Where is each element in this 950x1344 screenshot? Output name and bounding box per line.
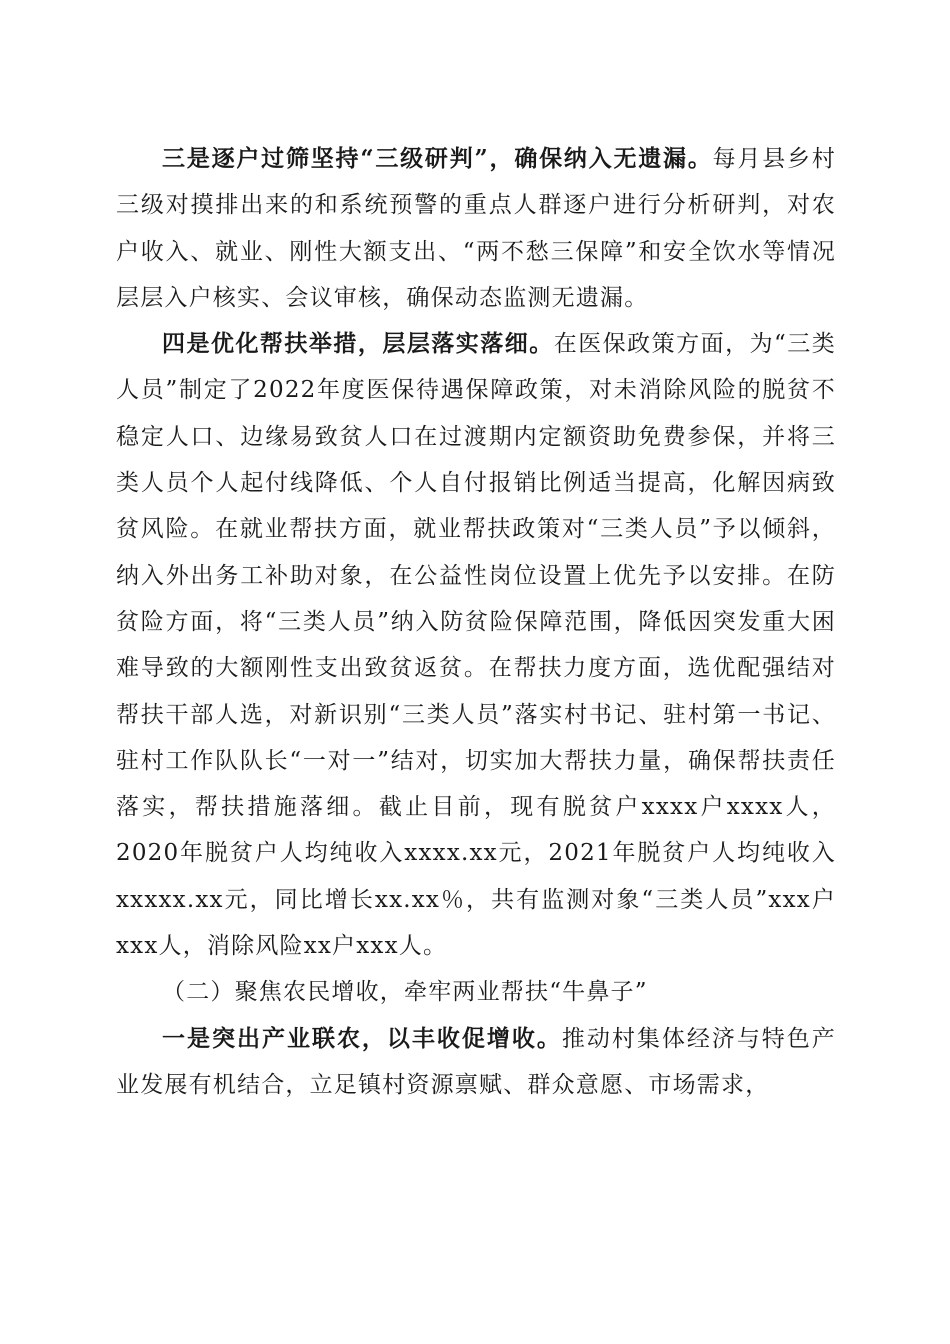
paragraph-body: 每月县乡村三级对摸排出来的和系统预警的重点人群逐户进行分析研判，对农户收入、就业、刚性大额支出、“两不愁三保障”和安全饮水等情况层层入户核实、会议审核，确保动态监测无遗漏。	[116, 146, 837, 311]
paragraph-body: 推动村集体经济与特色产业发展有机结合，立足镇村资源禀赋、群众意愿、市场需求，	[116, 1025, 836, 1098]
paragraph-industry-linkage	[116, 1016, 836, 1109]
section-heading: （二）聚焦农民增收，牵牢两业帮扶“牛鼻子”	[162, 979, 648, 1006]
paragraph-lead: 一是突出产业联农，以丰收促增收。	[162, 1024, 562, 1052]
paragraph-body: 在医保政策方面，为“三类人员”制定了2022年度医保待遇保障政策，对未消除风险的脱贫不稳定人口、边缘易致贫人口在过渡期内定额资助免费参保，并将三类人员个人起付线降低、个人自付报销比例适当提高，化解因病致贫风险。在就业帮扶方面，就业帮扶政策对“三类人员”予以倾斜，纳入外出务工补助对象，在公益性岗位设置上优先予以安排。在防贫险方面，将“三类人员”纳入防贫险保障范围，降低因突发重大困难导致的大额刚性支出致贫返贫。在帮扶力度方面，选优配强结对帮扶干部人选，对新识别“三类人员”落实村书记、驻村第一书记、驻村工作队队长“一对一”结对，切实加大帮扶力量，确保帮扶责任落实，帮扶措施落细。截止目前，现有脱贫户xxxx户xxxx人，2020年脱贫户人均纯收入xxxx.xx元，2021年脱贫户人均纯收入xxxxx.xx元，同比增长xx.xx％，共有监测对象“三类人员”xxx户xxx人，消除风险xx户xxx人。	[116, 331, 836, 960]
paragraph-lead: 三是逐户过筛坚持“三级研判”，确保纳入无遗漏。	[162, 145, 713, 172]
paragraph-optimize-assistance	[116, 321, 836, 969]
paragraph-lead: 四是优化帮扶举措，层层落实落细。	[162, 330, 554, 358]
paragraph-three-level-review	[116, 136, 836, 321]
document-body	[116, 136, 836, 1108]
